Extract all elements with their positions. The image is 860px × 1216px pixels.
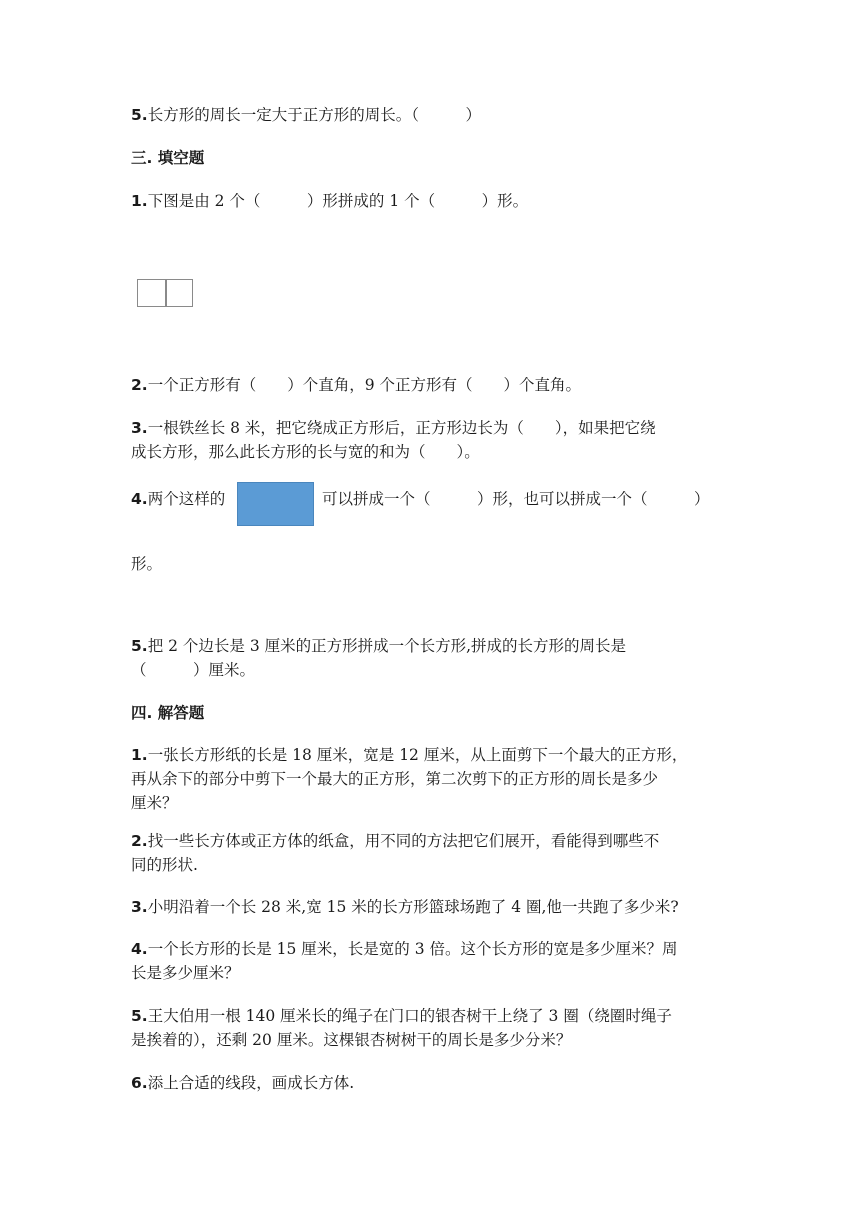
answer-q2-line2: 同的形状. — [131, 856, 198, 874]
answer-q5-line2: 是挨着的），还剩 20 厘米。这棵银杏树树干的周长是多少分米？ — [131, 1031, 572, 1049]
fill-q5-line1: 5.把 2 个边长是 3 厘米的正方形拼成一个长方形,拼成的长方形的周长是 — [131, 637, 627, 655]
answer-q1-line1: 1.一张长方形纸的长是 18 厘米，宽是 12 厘米，从上面剪下一个最大的正方形， — [131, 746, 688, 764]
fill-q4-before: 4.两个这样的 — [131, 490, 226, 508]
two-squares-figure — [137, 279, 193, 307]
section-heading-answer: 四. 解答题 — [131, 704, 205, 722]
judge-q5: 5.长方形的周长一定大于正方形的周长。（ ） — [131, 106, 481, 124]
fill-q5-line2: （ ）厘米。 — [131, 661, 256, 679]
fill-q2: 2.一个正方形有（ ）个直角，9 个正方形有（ ）个直角。 — [131, 376, 581, 394]
fill-q3-line2: 成长方形，那么此长方形的长与宽的和为（ ）。 — [131, 443, 480, 461]
answer-q4-line2: 长是多少厘米？ — [131, 964, 240, 982]
answer-q2-line1: 2.找一些长方体或正方体的纸盒，用不同的方法把它们展开，看能得到哪些不 — [131, 832, 660, 850]
fill-q3-line1: 3.一根铁丝长 8 米，把它绕成正方形后，正方形边长为（ ），如果把它绕 — [131, 419, 656, 437]
answer-q1-line2: 再从余下的部分中剪下一个最大的正方形，第二次剪下的正方形的周长是多少 — [131, 770, 659, 788]
answer-q1-line3: 厘米？ — [131, 794, 178, 812]
fill-q4-after: 可以拼成一个（ ）形，也可以拼成一个（ ） — [322, 490, 710, 508]
answer-q5-line1: 5.王大伯用一根 140 厘米长的绳子在门口的银杏树干上绕了 3 圈（绕圈时绳子 — [131, 1007, 672, 1025]
fill-q1: 1.下图是由 2 个（ ）形拼成的 1 个（ ）形。 — [131, 192, 529, 210]
answer-q3: 3.小明沿着一个长 28 米,宽 15 米的长方形篮球场跑了 4 圈,他一共跑了多少米? — [131, 898, 679, 916]
figure-divider — [165, 280, 167, 306]
answer-q6: 6.添上合适的线段，画成长方体. — [131, 1074, 355, 1092]
answer-q4-line1: 4.一个长方形的长是 15 厘米，长是宽的 3 倍。这个长方形的宽是多少厘米？周 — [131, 940, 678, 958]
section-heading-fill: 三. 填空题 — [131, 149, 205, 167]
blue-rectangle-figure — [237, 482, 314, 526]
fill-q4-line2: 形。 — [131, 555, 163, 573]
